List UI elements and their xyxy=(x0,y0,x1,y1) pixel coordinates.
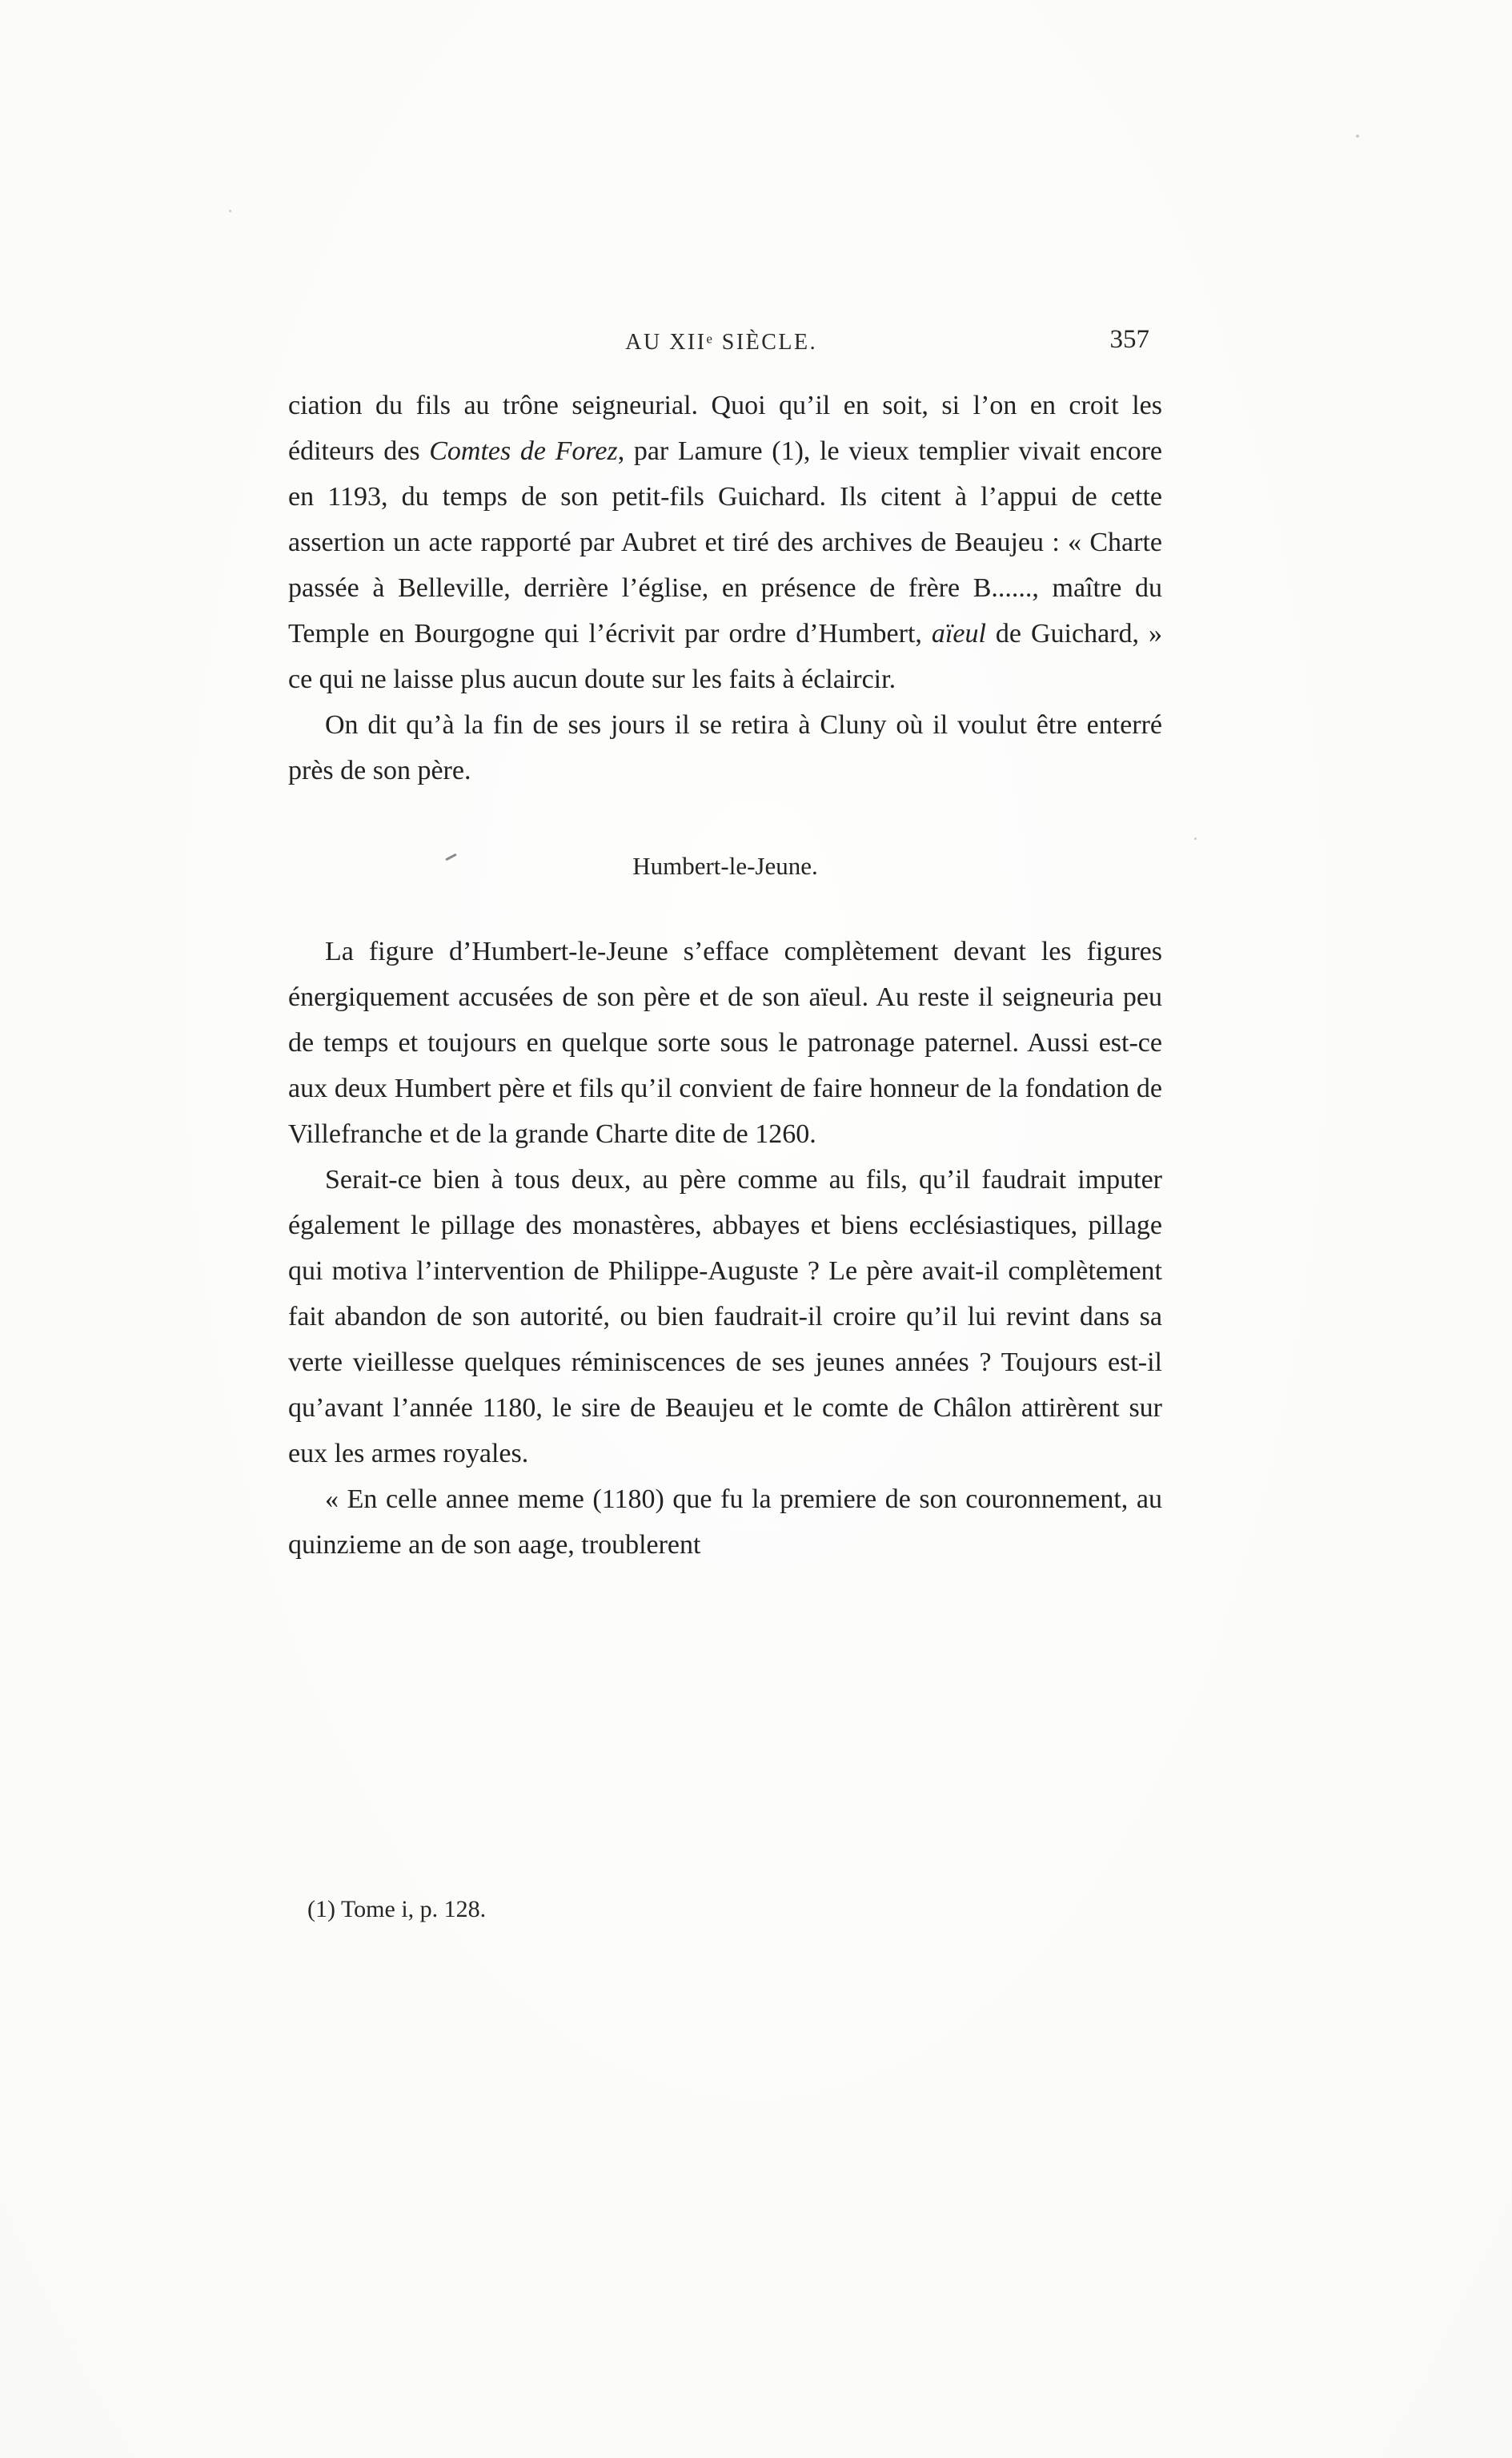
paragraph-1-text: de Guichard, » ce qui ne laisse plus aucun doute sur les faits à éclaircir. xyxy=(288,619,1162,694)
paragraph-1 xyxy=(288,383,1162,702)
running-title: AU XIIᵉ SIÈCLE. xyxy=(625,330,818,355)
italic-word: aïeul xyxy=(931,619,986,649)
section-heading-text: Humbert-le-Jeune. xyxy=(632,852,818,880)
paragraph-1-text: ciation du fils au trône seigneurial. Quoi qu’il en soit, si l’on en croit les éditeurs des xyxy=(288,391,1162,466)
section-heading xyxy=(288,843,1162,889)
paragraph-5: « En celle annee meme (1180) que fu la premiere de son couronnement, au quinzieme an de son aage, troublerent xyxy=(288,1484,1162,1560)
scan-speckle xyxy=(1194,837,1197,840)
page-number: 357 xyxy=(1109,325,1149,354)
paragraph-3: La figure d’Humbert-le-Jeune s’efface complètement devant les figures énergiquement accusées de son père et de son aïeul. Au reste il seigneuria peu de temps et toujours en quelque sorte sous le patronage paternel. Aussi est-ce aux deux Humbert père et fils qu’il convient de faire honneur de la fondation de Villefranche et de la grande Charte dite de 1260. xyxy=(288,937,1162,1149)
scan-speckle xyxy=(1356,135,1359,138)
paragraph-2: On dit qu’à la fin de ses jours il se retira à Cluny où il voulut être enterré près de son père. xyxy=(288,710,1162,785)
text-block xyxy=(288,383,1162,1568)
scan-speckle xyxy=(229,210,231,212)
italic-book-title: Comtes de Forez xyxy=(429,436,618,466)
footnote: (1) Tome i, p. 128. xyxy=(307,1896,487,1922)
paragraph-1-text: , par Lamure (1), le vieux templier vivait encore en 1193, du temps de son petit-fils Guichard. Ils citent à l’appui de cette assertion un acte rapporté par Aubret et tiré des archives de Beaujeu : « Charte passée à Belleville, derrière l’église, en présence de frère B......, maître du Temple en Bourgogne qui l’écrivit par ordre d’Humbert, xyxy=(288,436,1163,649)
paragraph-4: Serait-ce bien à tous deux, au père comme au fils, qu’il faudrait imputer également le pillage des monastères, abbayes et biens ecclésiastiques, pillage qui motiva l’intervention de Philippe-Auguste ? Le père avait-il complètement fait abandon de son autorité, ou bien faudrait-il croire qu’il lui revint dans sa verte vieillesse quelques réminiscences de ses jeunes années ? Toujours est-il qu’avant l’année 1180, le sire de Beaujeu et le comte de Châlon attirèrent sur eux les armes royales. xyxy=(288,1165,1162,1468)
stray-mark xyxy=(445,853,457,862)
page-header xyxy=(288,323,1162,362)
